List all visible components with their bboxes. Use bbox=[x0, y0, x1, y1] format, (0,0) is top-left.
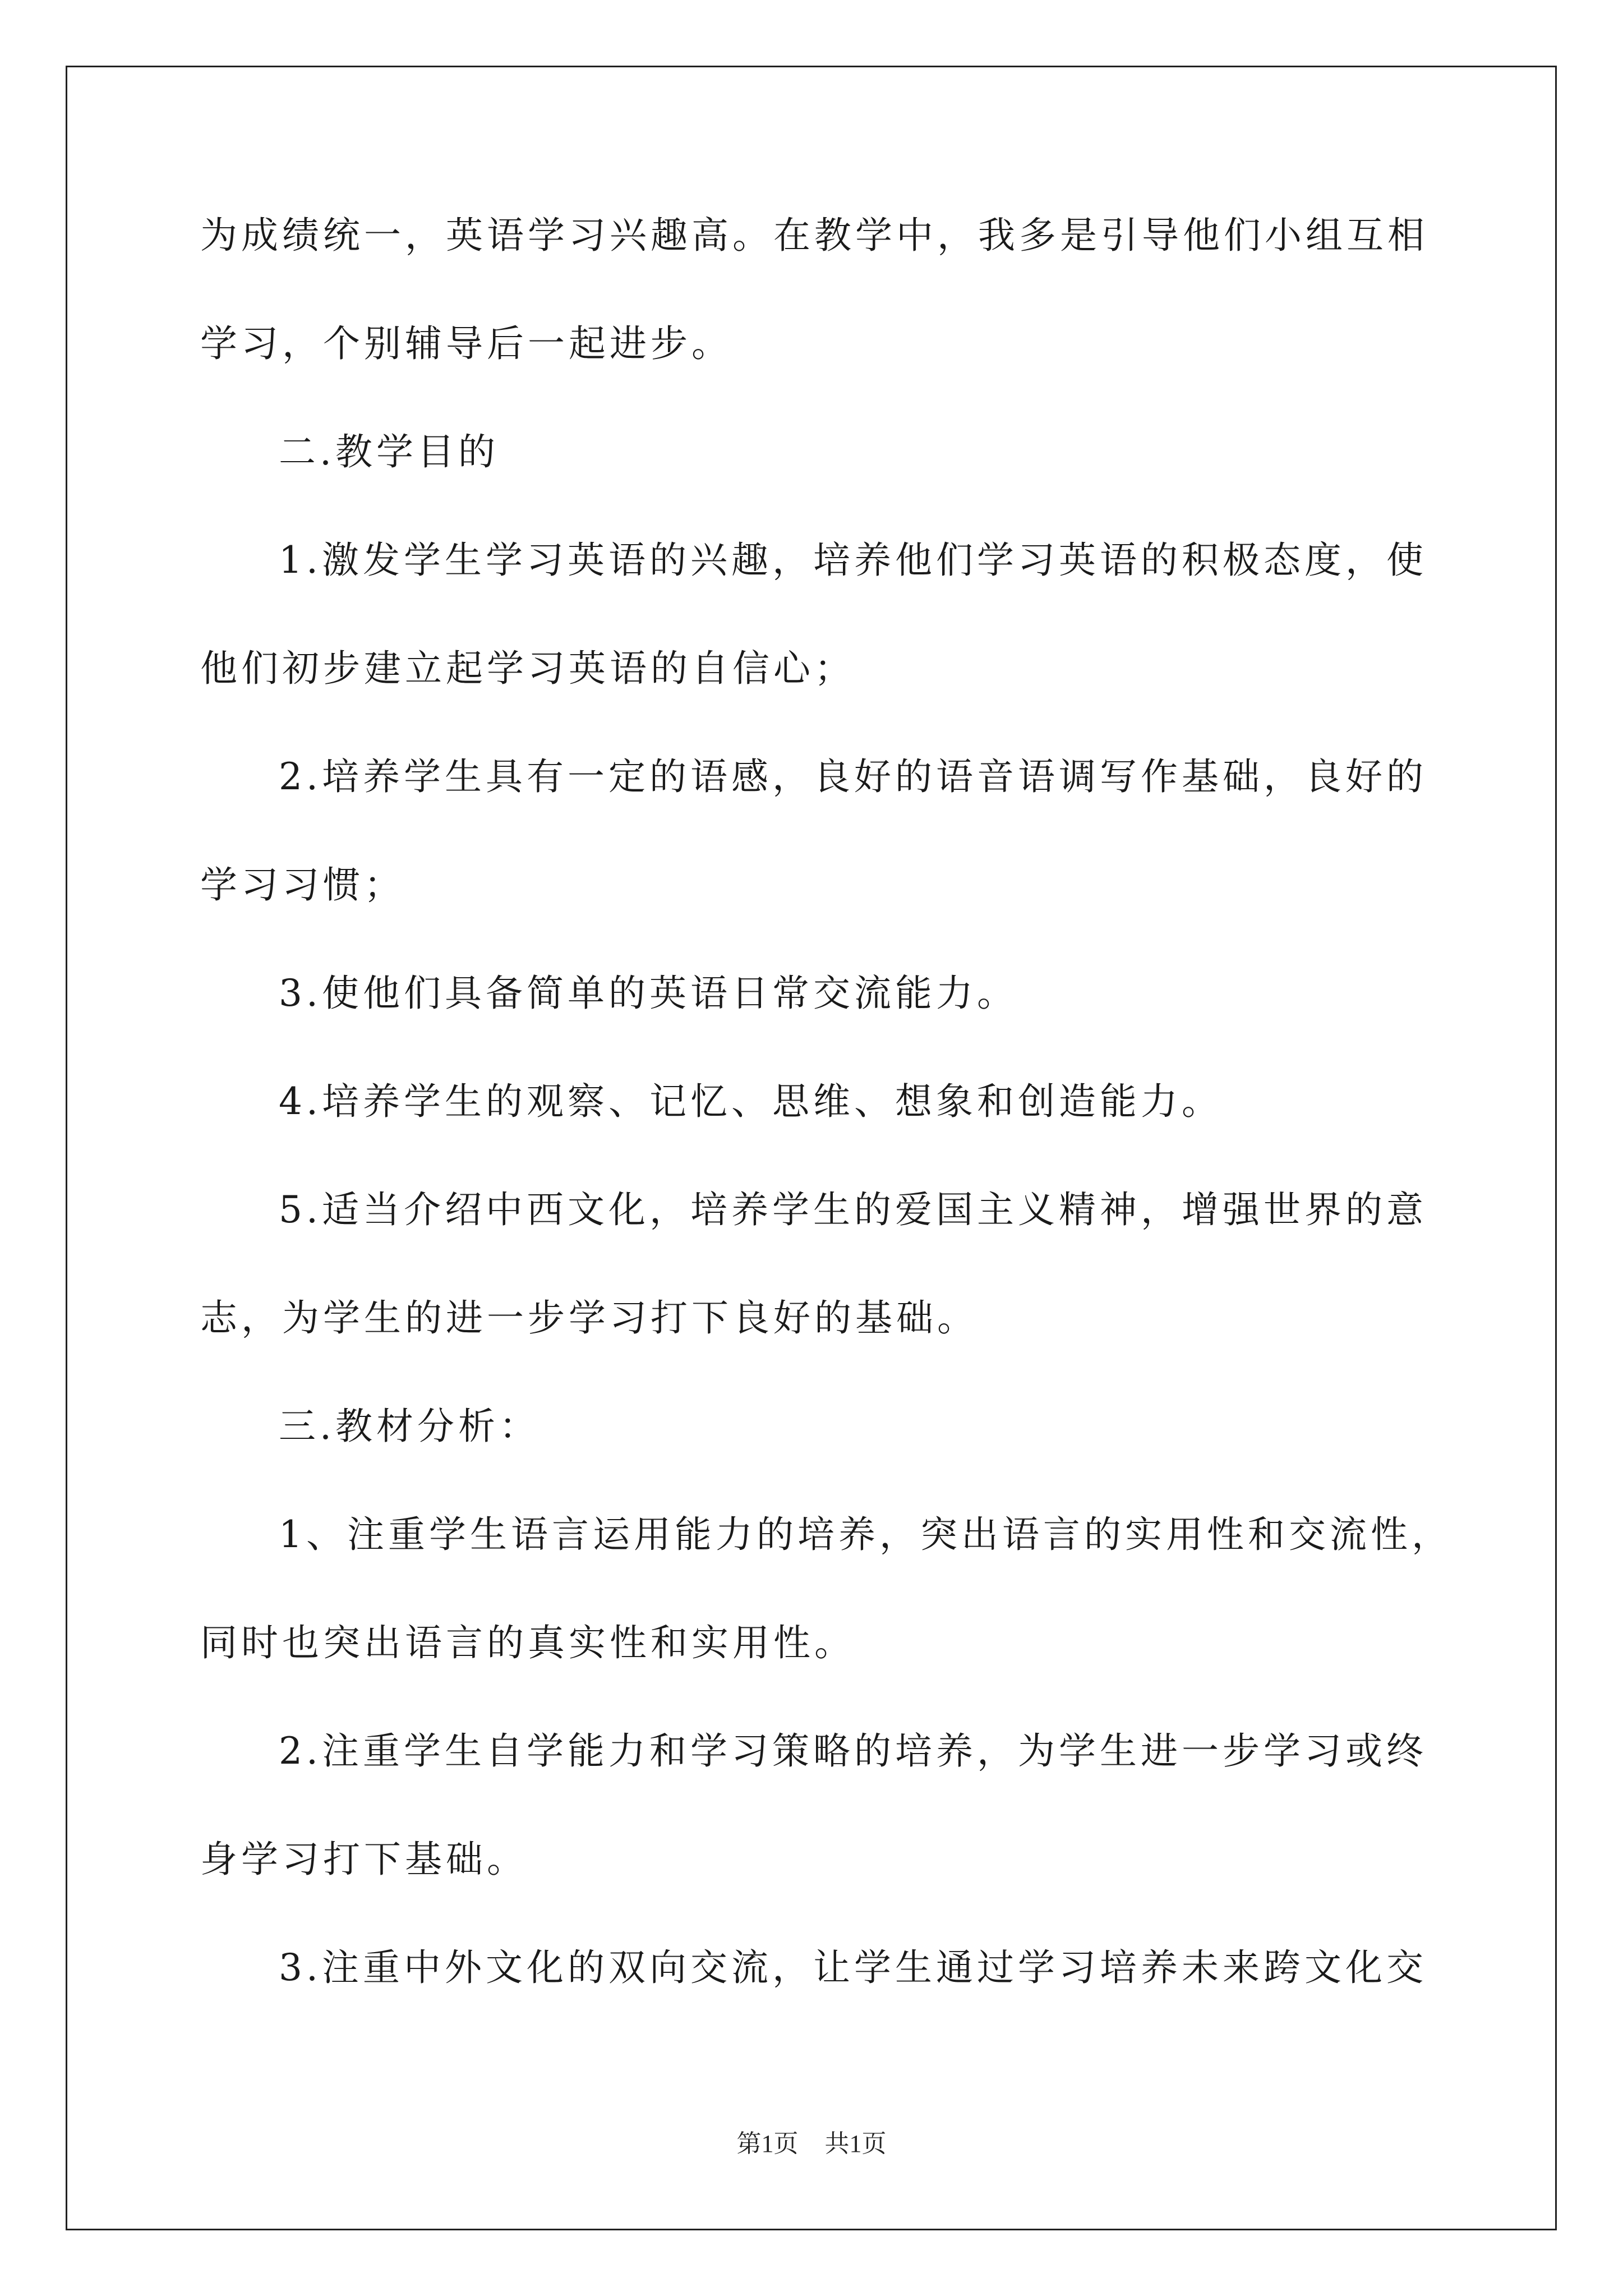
page-number: 第1页 bbox=[736, 2130, 799, 2157]
section-heading: 二.教学目的 bbox=[279, 430, 499, 473]
text-line: 2.注重学生自学能力和学习策略的培养，为学生进一步学习或终 bbox=[279, 1729, 1427, 1773]
text-line: 2.培养学生具有一定的语感，良好的语音语调写作基础，良好的 bbox=[279, 755, 1427, 798]
page-footer bbox=[0, 2123, 1623, 2159]
text-line: 3.使他们具备简单的英语日常交流能力。 bbox=[279, 972, 1018, 1015]
text-line: 学习，个别辅导后一起进步。 bbox=[200, 322, 732, 365]
section-heading: 三.教材分析： bbox=[279, 1405, 540, 1448]
text-line: 他们初步建立起学习英语的自信心； bbox=[200, 647, 855, 690]
text-line: 5.适当介绍中西文化，培养学生的爱国主义精神，增强世界的意 bbox=[279, 1188, 1427, 1231]
text-line: 同时也突出语言的真实性和实用性。 bbox=[200, 1621, 855, 1664]
text-line: 4.培养学生的观察、记忆、思维、想象和创造能力。 bbox=[279, 1080, 1223, 1123]
page-total: 共1页 bbox=[824, 2130, 887, 2157]
text-line: 1、注重学生语言运用能力的培养，突出语言的实用性和交流性， bbox=[279, 1513, 1453, 1556]
text-line: 身学习打下基础。 bbox=[200, 1838, 528, 1881]
text-line: 学习习惯； bbox=[200, 863, 405, 907]
text-line: 3.注重中外文化的双向交流，让学生通过学习培养未来跨文化交 bbox=[279, 1946, 1427, 1989]
text-line: 志，为学生的进一步学习打下良好的基础。 bbox=[200, 1296, 978, 1340]
page-border bbox=[66, 66, 1557, 2230]
text-line: 1.激发学生学习英语的兴趣，培养他们学习英语的积极态度，使 bbox=[279, 539, 1427, 582]
text-line: 为成绩统一，英语学习兴趣高。在教学中，我多是引导他们小组互相 bbox=[200, 214, 1428, 257]
